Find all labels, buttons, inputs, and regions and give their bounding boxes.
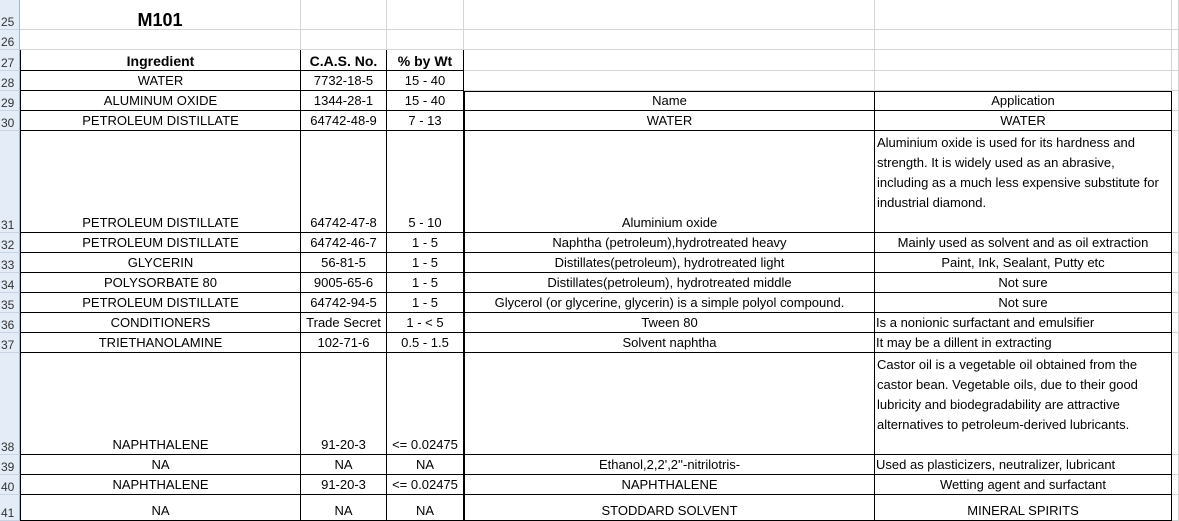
name-cell[interactable] [464,71,875,91]
pct-cell[interactable]: 1 - 5 [387,233,464,253]
ingredient-cell[interactable]: PETROLEUM DISTILLATE [20,293,301,313]
cell[interactable] [875,30,1172,50]
cell[interactable] [1172,233,1179,253]
pct-cell[interactable]: 1 - 5 [387,253,464,273]
pct-cell[interactable]: 15 - 40 [387,71,464,91]
header-ingredient[interactable]: Ingredient [20,50,301,71]
cell[interactable] [1172,353,1179,455]
name-cell[interactable]: WATER [464,111,875,131]
cas-cell[interactable]: 64742-94-5 [301,293,387,313]
cell[interactable] [20,30,301,50]
cell[interactable] [1172,50,1179,71]
pct-cell[interactable]: 1 - < 5 [387,313,464,333]
row-header[interactable]: 32 [0,233,20,253]
application-cell[interactable]: Castor oil is a vegetable oil obtained from the castor bean. Vegetable oils, due to their good lubricity and biodegradability are attractive alternatives to petroleum-derived lubricants. [875,353,1172,455]
cell[interactable] [464,30,875,50]
ingredient-cell[interactable]: NA [20,455,301,475]
cas-cell[interactable]: 102-71-6 [301,333,387,353]
cas-cell[interactable]: 1344-28-1 [301,91,387,111]
cell[interactable] [1172,313,1179,333]
cell[interactable] [1172,333,1179,353]
cell[interactable] [301,0,387,30]
cas-cell[interactable]: NA [301,495,387,521]
pct-cell[interactable]: 1 - 5 [387,273,464,293]
row-header[interactable]: 40 [0,475,20,495]
application-cell[interactable]: Not sure [875,293,1172,313]
row-header[interactable]: 41 [0,495,20,521]
row-header[interactable]: 28 [0,71,20,91]
cas-cell[interactable]: 64742-47-8 [301,131,387,233]
pct-cell[interactable]: NA [387,455,464,475]
header-pct[interactable]: % by Wt [387,50,464,71]
row-header[interactable]: 36 [0,313,20,333]
ingredient-cell[interactable]: CONDITIONERS [20,313,301,333]
cas-cell[interactable]: Trade Secret [301,313,387,333]
cas-cell[interactable]: 91-20-3 [301,353,387,455]
cell[interactable] [875,0,1172,30]
name-cell[interactable]: STODDARD SOLVENT [464,495,875,521]
ingredient-cell[interactable]: PETROLEUM DISTILLATE [20,111,301,131]
application-cell[interactable]: Application [875,91,1172,111]
cell[interactable] [1172,71,1179,91]
ingredient-cell[interactable]: NAPHTHALENE [20,475,301,495]
pct-cell[interactable]: <= 0.02475 [387,353,464,455]
ingredient-cell[interactable]: PETROLEUM DISTILLATE [20,131,301,233]
header-cas[interactable]: C.A.S. No. [301,50,387,71]
cell[interactable] [464,0,875,30]
cell[interactable] [1172,455,1179,475]
cas-cell[interactable]: NA [301,455,387,475]
cell[interactable] [1172,30,1179,50]
ingredient-cell[interactable]: TRIETHANOLAMINE [20,333,301,353]
application-cell[interactable]: Not sure [875,273,1172,293]
cell[interactable] [1172,475,1179,495]
pct-cell[interactable]: <= 0.02475 [387,475,464,495]
application-cell[interactable]: Aluminium oxide is used for its hardness and strength. It is widely used as an abrasive, including as a much less expensive substitute for industrial diamond. [875,131,1172,233]
cas-cell[interactable]: 56-81-5 [301,253,387,273]
application-cell[interactable]: MINERAL SPIRITS [875,495,1172,521]
row-header[interactable]: 39 [0,455,20,475]
sheet-title[interactable]: M101 [20,0,301,30]
cell[interactable] [875,50,1172,71]
application-cell[interactable]: WATER [875,111,1172,131]
row-header[interactable]: 35 [0,293,20,313]
name-cell[interactable]: Solvent naphtha [464,333,875,353]
cas-cell[interactable]: 64742-46-7 [301,233,387,253]
pct-cell[interactable]: 15 - 40 [387,91,464,111]
cell[interactable] [387,0,464,30]
pct-cell[interactable]: NA [387,495,464,521]
cell[interactable] [387,30,464,50]
cell[interactable] [1172,91,1179,111]
name-cell[interactable]: NAPHTHALENE [464,475,875,495]
cas-cell[interactable]: 7732-18-5 [301,71,387,91]
application-cell[interactable] [875,71,1172,91]
application-cell[interactable]: Mainly used as solvent and as oil extraction [875,233,1172,253]
row-header[interactable]: 33 [0,253,20,273]
row-header[interactable]: 34 [0,273,20,293]
cas-cell[interactable]: 64742-48-9 [301,111,387,131]
row-header[interactable]: 25 [0,0,20,30]
name-cell[interactable]: Tween 80 [464,313,875,333]
cell[interactable] [1172,273,1179,293]
name-cell[interactable]: Distillates(petroleum), hydrotreated light [464,253,875,273]
cell[interactable] [464,50,875,71]
name-cell[interactable]: Ethanol,2,2',2''-nitrilotris- [464,455,875,475]
cell[interactable] [301,30,387,50]
pct-cell[interactable]: 7 - 13 [387,111,464,131]
cell[interactable] [1172,495,1179,521]
cell[interactable] [1172,0,1179,30]
ingredient-cell[interactable]: NA [20,495,301,521]
ingredient-cell[interactable]: PETROLEUM DISTILLATE [20,233,301,253]
application-cell[interactable]: Is a nonionic surfactant and emulsifier [875,313,1172,333]
row-header[interactable]: 38 [0,353,20,455]
row-header[interactable]: 26 [0,30,20,50]
row-header[interactable]: 29 [0,91,20,111]
row-header[interactable]: 37 [0,333,20,353]
application-cell[interactable]: Used as plasticizers, neutralizer, lubricant [875,455,1172,475]
cell[interactable] [1172,131,1179,233]
name-cell[interactable] [464,353,875,455]
application-cell[interactable]: It may be a dillent in extracting [875,333,1172,353]
cell[interactable] [1172,111,1179,131]
row-header[interactable]: 30 [0,111,20,131]
pct-cell[interactable]: 5 - 10 [387,131,464,233]
cas-cell[interactable]: 9005-65-6 [301,273,387,293]
row-header[interactable]: 31 [0,131,20,233]
pct-cell[interactable]: 0.5 - 1.5 [387,333,464,353]
name-cell[interactable]: Distillates(petroleum), hydrotreated middle [464,273,875,293]
ingredient-cell[interactable]: NAPHTHALENE [20,353,301,455]
name-cell[interactable]: Aluminium oxide [464,131,875,233]
row-header[interactable]: 27 [0,50,20,71]
cell[interactable] [1172,293,1179,313]
application-cell[interactable]: Paint, Ink, Sealant, Putty etc [875,253,1172,273]
ingredient-cell[interactable]: GLYCERIN [20,253,301,273]
ingredient-cell[interactable]: ALUMINUM OXIDE [20,91,301,111]
ingredient-cell[interactable]: POLYSORBATE 80 [20,273,301,293]
name-cell[interactable]: Name [464,91,875,111]
name-cell[interactable]: Naphtha (petroleum),hydrotreated heavy [464,233,875,253]
name-cell[interactable]: Glycerol (or glycerine, glycerin) is a simple polyol compound. [464,293,875,313]
pct-cell[interactable]: 1 - 5 [387,293,464,313]
ingredient-cell[interactable]: WATER [20,71,301,91]
cas-cell[interactable]: 91-20-3 [301,475,387,495]
application-cell[interactable]: Wetting agent and surfactant [875,475,1172,495]
cell[interactable] [1172,253,1179,273]
